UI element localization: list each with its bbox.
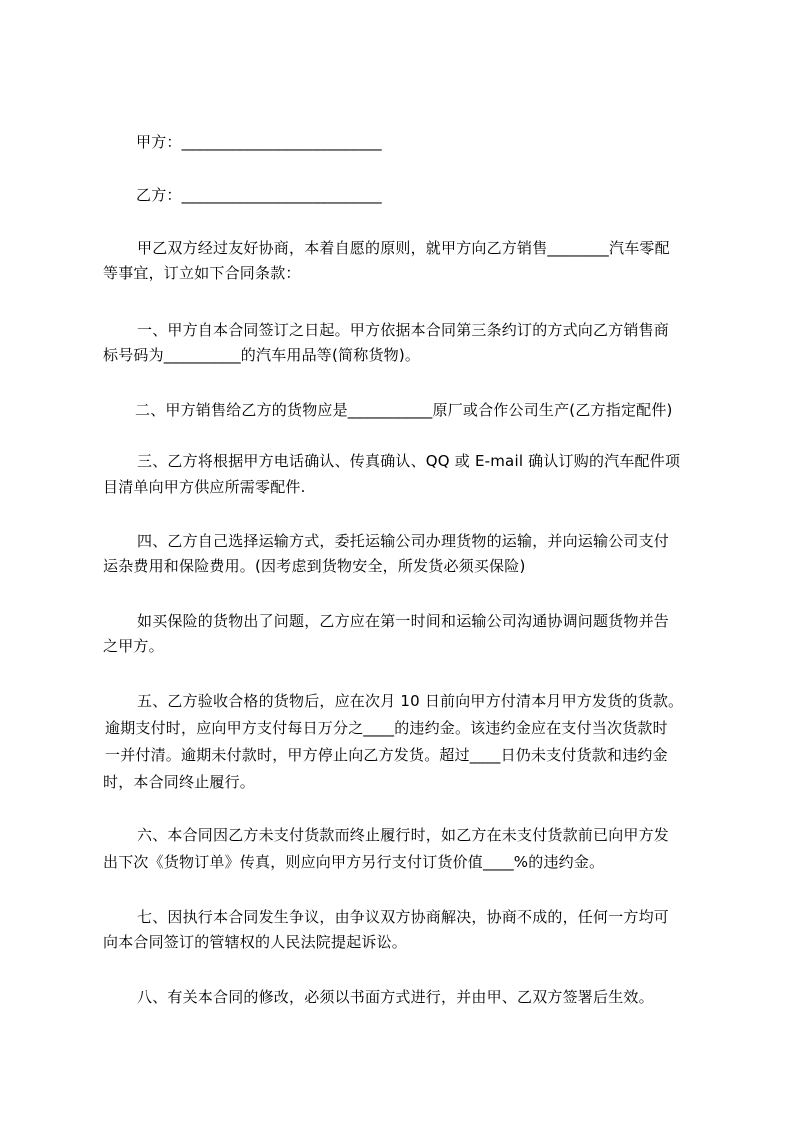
clause-1-line-1: 一、甲方自本合同签订之日起。甲方依据本合同第三条约订的方式向乙方销售商	[137, 321, 670, 339]
clause-6-line-2: 出下次《货物订单》传真，则应向甲方另行支付订货价值____%的违约金。	[103, 853, 605, 871]
clause-5-line-4: 时，本合同终止履行。	[103, 773, 256, 791]
party-b-line: 乙方：__________________________	[136, 186, 382, 204]
insurance-note-line-2: 之甲方。	[103, 637, 164, 655]
clause-7-line-1: 七、因执行本合同发生争议，由争议双方协商解决，协商不成的，任何一方均可	[137, 908, 670, 926]
party-a-line: 甲方：__________________________	[136, 133, 382, 151]
clause-3-line-1: 三、乙方将根据甲方电话确认、传真确认、QQ 或 E-mail 确认订购的汽车配件项	[137, 452, 681, 470]
clause-3-line-2: 目清单向甲方供应所需零配件.	[103, 478, 306, 496]
clause-6-line-1: 六、本合同因乙方未支付货款而终止履行时，如乙方在未支付货款前已向甲方发	[137, 826, 670, 844]
clause-7-line-2: 向本合同签订的管辖权的人民法院提起诉讼。	[103, 933, 408, 951]
clause-1-line-2: 标号码为__________的汽车用品等(简称货物)。	[103, 346, 421, 364]
clause-4-line-2: 运杂费用和保险费用。(因考虑到货物安全，所发货必须买保险)	[103, 557, 526, 575]
clause-4-line-1: 四、乙方自己选择运输方式，委托运输公司办理货物的运输，并向运输公司支付	[137, 532, 670, 550]
insurance-note-line-1: 如买保险的货物出了问题，乙方应在第一时间和运输公司沟通协调问题货物并告	[137, 612, 670, 630]
clause-2-line-1: 二、甲方销售给乙方的货物应是___________原厂或合作公司生产(乙方指定配件)	[135, 401, 673, 419]
clause-5-line-2: 逾期支付时，应向甲方支付每日万分之____的违约金。该违约金应在支付当次货款时	[105, 719, 668, 737]
clause-5-line-3: 一并付清。逾期未付款时，甲方停止向乙方发货。超过____日仍未支付货款和违约金	[105, 746, 668, 764]
clause-5-line-1: 五、乙方验收合格的货物后，应在次月 10 日前向甲方付清本月甲方发货的货款。	[137, 692, 684, 710]
clause-8-line-1: 八、有关本合同的修改，必须以书面方式进行，并由甲、乙双方签署后生效。	[137, 988, 654, 1006]
intro-line-2: 等事宜，订立如下合同条款：	[103, 264, 301, 282]
intro-line-1: 甲乙双方经过友好协商，本着自愿的原则，就甲方向乙方销售________汽车零配	[137, 239, 670, 257]
